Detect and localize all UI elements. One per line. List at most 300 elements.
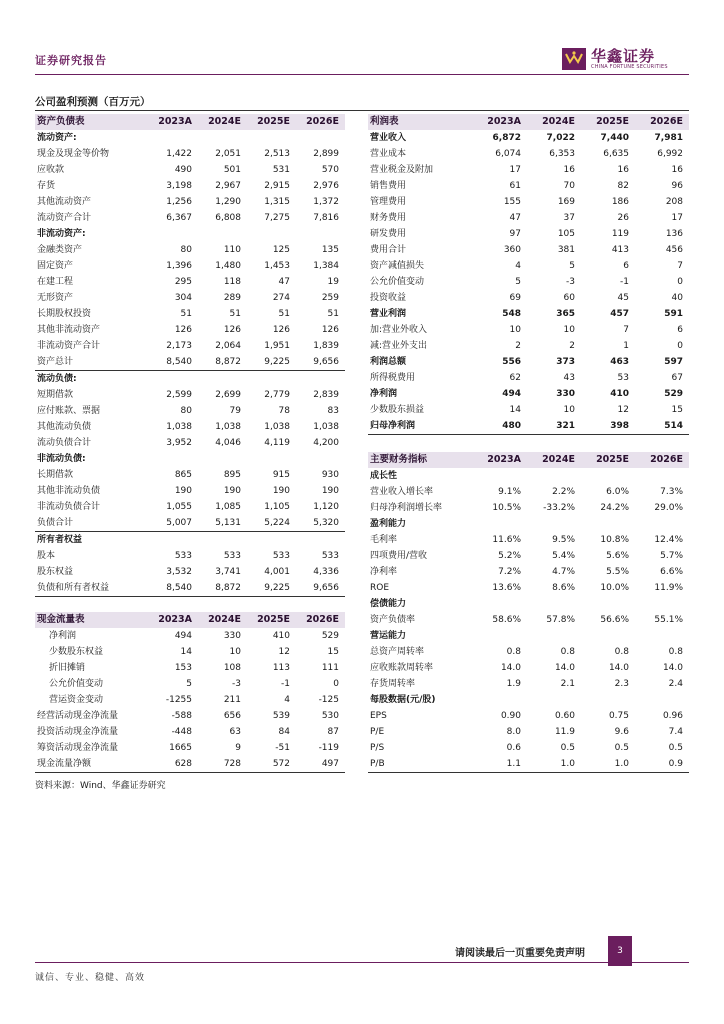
- row-value: 0.60: [554, 711, 575, 721]
- row-value: 572: [247, 756, 296, 773]
- row-label: 毛利率: [370, 535, 398, 545]
- row-value: 895: [223, 470, 241, 480]
- table-row: [368, 644, 689, 660]
- row-value: 211: [223, 695, 241, 705]
- row-value: 37: [563, 213, 575, 223]
- row-value: 10.5%: [492, 503, 521, 513]
- row-value: 1,120: [313, 502, 339, 512]
- row-value: 10.8%: [600, 535, 629, 545]
- row-value: 58.6%: [492, 615, 521, 625]
- row-value: 7,275: [264, 213, 290, 223]
- row-label: 营业利润: [370, 309, 407, 319]
- row-value: [198, 532, 247, 549]
- row-value: 5,320: [296, 515, 345, 532]
- table-row: [368, 628, 689, 644]
- row-value: 533: [223, 551, 241, 561]
- row-value: [581, 628, 635, 644]
- row-value: [527, 596, 581, 612]
- row-label: 股东权益: [37, 567, 74, 577]
- table-row: [35, 660, 345, 676]
- row-value: 7.4: [668, 727, 683, 737]
- row-value: [635, 468, 689, 484]
- row-label: 长期股权投资: [37, 309, 92, 319]
- logo-text: 华鑫证券: [591, 47, 656, 65]
- row-value: 6,353: [549, 149, 575, 159]
- row-value: [247, 226, 296, 242]
- balance-sheet-table: [35, 114, 345, 597]
- row-value: 97: [509, 229, 521, 239]
- header-divider: [35, 74, 689, 75]
- row-value: 4,046: [215, 438, 241, 448]
- row-value: 4,200: [313, 438, 339, 448]
- row-value: 16: [563, 165, 575, 175]
- row-value: 456: [665, 245, 683, 255]
- row-label: 净利润: [370, 389, 398, 399]
- row-value: 53: [617, 373, 629, 383]
- row-value: [581, 692, 635, 708]
- row-value: 9,225: [247, 580, 296, 597]
- row-value: 597: [664, 357, 683, 367]
- row-value: [473, 596, 527, 612]
- row-label: 营业成本: [370, 149, 407, 159]
- row-value: 0.96: [662, 711, 683, 721]
- row-value: 6,367: [166, 213, 192, 223]
- row-value: 1: [623, 341, 629, 351]
- year-header: 2025E: [247, 612, 296, 628]
- row-value: 6,872: [492, 133, 521, 143]
- row-value: [247, 130, 296, 146]
- row-value: 1,480: [215, 261, 241, 271]
- row-value: [149, 371, 198, 388]
- table-row: [35, 354, 345, 371]
- row-value: 51: [327, 309, 339, 319]
- table-row: [35, 258, 345, 274]
- table-row: [35, 210, 345, 226]
- row-label: 其他非流动资产: [37, 325, 101, 335]
- row-label: 现金及现金等价物: [37, 149, 110, 159]
- row-label: 公允价值变动: [49, 679, 104, 689]
- row-value: 533: [174, 551, 192, 561]
- row-value: 2,899: [313, 149, 339, 159]
- row-value: 490: [174, 165, 192, 175]
- table-row: [368, 708, 689, 724]
- row-value: 0.5: [560, 743, 575, 753]
- row-value: -588: [171, 711, 192, 721]
- row-value: 6,808: [215, 213, 241, 223]
- row-value: 3,198: [166, 181, 192, 191]
- row-value: [473, 692, 527, 708]
- table-row: [35, 274, 345, 290]
- row-value: 410: [272, 631, 290, 641]
- row-value: 6,635: [603, 149, 629, 159]
- row-value: -119: [318, 743, 339, 753]
- row-value: 2,915: [264, 181, 290, 191]
- row-label: 加:营业外收入: [370, 325, 428, 335]
- row-label: 投资活动现金净流量: [37, 727, 119, 737]
- row-value: 533: [272, 551, 290, 561]
- row-label: 管理费用: [370, 197, 407, 207]
- row-value: 8.0: [506, 727, 521, 737]
- year-header: 2023A: [473, 452, 527, 468]
- row-value: 457: [610, 309, 629, 319]
- row-value: [296, 226, 345, 242]
- row-value: 274: [272, 293, 290, 303]
- row-label: 归母净利润: [368, 418, 473, 435]
- table-row: [35, 483, 345, 499]
- row-value: 113: [272, 663, 290, 673]
- row-value: 9.6: [614, 727, 629, 737]
- row-value: 2.2%: [552, 487, 575, 497]
- table-row: [35, 644, 345, 660]
- row-value: 78: [278, 406, 290, 416]
- row-value: [635, 692, 689, 708]
- table-row: [368, 564, 689, 580]
- row-value: 14.0: [554, 663, 575, 673]
- table-row: [35, 322, 345, 338]
- row-value: [198, 451, 247, 467]
- row-value: 5,007: [149, 515, 198, 532]
- row-value: 6.6%: [660, 567, 683, 577]
- row-value: 398: [581, 418, 635, 435]
- footer-divider: [35, 962, 689, 963]
- row-value: 7,981: [654, 133, 683, 143]
- row-value: 12: [617, 405, 629, 415]
- row-label: 营运能力: [370, 631, 407, 641]
- row-value: 4: [284, 695, 290, 705]
- row-value: 8,540: [149, 354, 198, 371]
- row-value: 13.6%: [492, 583, 521, 593]
- row-value: 321: [527, 418, 581, 435]
- row-label: 非流动负债:: [37, 454, 86, 464]
- table-row: [35, 338, 345, 354]
- row-value: 0.8: [506, 647, 521, 657]
- row-value: [149, 226, 198, 242]
- row-value: 4,336: [313, 567, 339, 577]
- row-label: 负债和所有者权益: [35, 580, 149, 597]
- table-row: [368, 322, 689, 338]
- row-value: [149, 130, 198, 146]
- table-row: [368, 532, 689, 548]
- table-header-row: [368, 452, 689, 468]
- row-value: 6.0%: [606, 487, 629, 497]
- year-header: 2025E: [247, 114, 296, 130]
- table-row: [368, 146, 689, 162]
- row-value: 5: [569, 261, 575, 271]
- row-value: 2,839: [313, 390, 339, 400]
- row-label: 净利率: [370, 567, 398, 577]
- row-value: 1,453: [264, 261, 290, 271]
- row-value: -3: [566, 277, 575, 287]
- row-value: 56.6%: [600, 615, 629, 625]
- row-value: 2,051: [215, 149, 241, 159]
- row-label: 少数股东损益: [370, 405, 425, 415]
- row-label: 流动负债:: [37, 374, 77, 384]
- row-value: 289: [223, 293, 241, 303]
- row-value: [149, 532, 198, 549]
- table-title: 资产负债表: [35, 114, 149, 130]
- row-value: 6,992: [657, 149, 683, 159]
- row-value: 126: [321, 325, 339, 335]
- table-row: [368, 740, 689, 756]
- row-value: 61: [509, 181, 521, 191]
- row-value: 1,085: [215, 502, 241, 512]
- row-value: 514: [635, 418, 689, 435]
- row-label: 其他非流动负债: [37, 486, 101, 496]
- table-row: [368, 418, 689, 435]
- row-value: 110: [223, 245, 241, 255]
- table-row: [35, 242, 345, 258]
- table-row: [35, 194, 345, 210]
- row-value: 135: [321, 245, 339, 255]
- row-value: 29.0%: [654, 503, 683, 513]
- row-label: 流动资产合计: [37, 213, 92, 223]
- row-value: 9: [235, 743, 241, 753]
- row-value: 5: [186, 679, 192, 689]
- row-label: 研发费用: [370, 229, 407, 239]
- table-header-row: [368, 114, 689, 130]
- row-value: 3,741: [215, 567, 241, 577]
- row-value: 413: [611, 245, 629, 255]
- row-value: 360: [503, 245, 521, 255]
- row-value: 556: [502, 357, 521, 367]
- row-value: -1: [281, 679, 290, 689]
- table-row: [35, 708, 345, 724]
- row-value: [198, 226, 247, 242]
- row-value: 5.4%: [552, 551, 575, 561]
- row-value: [581, 596, 635, 612]
- row-label: EPS: [370, 711, 387, 721]
- table-row: [368, 354, 689, 370]
- row-value: 12: [278, 647, 290, 657]
- section-divider: [35, 110, 689, 111]
- table-row: [368, 402, 689, 418]
- row-label: 营业收入: [370, 133, 407, 143]
- row-value: 16: [617, 165, 629, 175]
- row-value: 15: [671, 405, 683, 415]
- table-row: [368, 756, 689, 773]
- row-value: -1255: [165, 695, 192, 705]
- table-row: [368, 612, 689, 628]
- row-label: 资产总计: [35, 354, 149, 371]
- table-row: [35, 499, 345, 515]
- row-value: 80: [180, 245, 192, 255]
- year-header: 2026E: [635, 114, 689, 130]
- company-logo: [562, 45, 692, 73]
- logo-mark-icon: [562, 48, 586, 70]
- row-value: [296, 532, 345, 549]
- row-value: 57.8%: [546, 615, 575, 625]
- row-value: [473, 628, 527, 644]
- row-value: [198, 371, 247, 388]
- table-row: [35, 371, 345, 388]
- row-value: 45: [617, 293, 629, 303]
- row-label: 短期借款: [37, 390, 74, 400]
- row-value: -51: [275, 743, 290, 753]
- row-value: 373: [556, 357, 575, 367]
- table-row: [368, 338, 689, 354]
- row-value: 14.0: [500, 663, 521, 673]
- row-value: 1,951: [264, 341, 290, 351]
- year-header: 2026E: [296, 114, 345, 130]
- row-label: 流动负债合计: [37, 438, 92, 448]
- table-row: [35, 403, 345, 419]
- row-value: 1,372: [313, 197, 339, 207]
- row-value: [198, 130, 247, 146]
- row-label: 折旧摊销: [49, 663, 86, 673]
- row-value: 4.7%: [552, 567, 575, 577]
- row-value: 1.0: [527, 756, 581, 773]
- disclaimer-link[interactable]: 请阅读最后一页重要免责声明: [455, 948, 585, 959]
- table-row: [368, 306, 689, 322]
- row-value: 10: [229, 647, 241, 657]
- row-value: 5.6%: [606, 551, 629, 561]
- row-label: 四项费用/营收: [370, 551, 428, 561]
- table-row: [368, 692, 689, 708]
- table-row: [368, 370, 689, 386]
- row-value: 70: [563, 181, 575, 191]
- row-value: [296, 130, 345, 146]
- row-value: 7.2%: [498, 567, 521, 577]
- row-value: 119: [611, 229, 629, 239]
- row-value: 1,055: [166, 502, 192, 512]
- row-value: 7.3%: [660, 487, 683, 497]
- row-label: P/E: [370, 727, 385, 737]
- table-row: [35, 676, 345, 692]
- row-value: 4,119: [264, 438, 290, 448]
- row-value: 126: [272, 325, 290, 335]
- row-label: 固定资产: [37, 261, 74, 271]
- table-row: [368, 484, 689, 500]
- row-value: 60: [563, 293, 575, 303]
- row-value: 0.8: [560, 647, 575, 657]
- row-value: 5,131: [198, 515, 247, 532]
- row-value: 3,952: [166, 438, 192, 448]
- row-value: 11.6%: [492, 535, 521, 545]
- row-value: 2,599: [166, 390, 192, 400]
- section-title: 公司盈利预测（百万元）: [35, 96, 151, 108]
- row-label: 净利润: [49, 631, 77, 641]
- year-header: 2023A: [149, 114, 198, 130]
- row-value: 10: [563, 325, 575, 335]
- year-header: 2026E: [635, 452, 689, 468]
- row-label: 少数股东权益: [49, 647, 104, 657]
- table-row: [368, 210, 689, 226]
- row-value: 190: [223, 486, 241, 496]
- row-value: 9.5%: [552, 535, 575, 545]
- row-value: 10: [563, 405, 575, 415]
- row-value: 5.2%: [498, 551, 521, 561]
- table-title: 利润表: [368, 114, 473, 130]
- row-label: 所得税费用: [370, 373, 416, 383]
- row-value: -33.2%: [543, 503, 575, 513]
- table-row: [35, 435, 345, 451]
- row-value: -3: [232, 679, 241, 689]
- row-value: 10: [509, 325, 521, 335]
- row-value: 8,872: [198, 580, 247, 597]
- key-indicators-table: [368, 452, 689, 773]
- row-value: 1,384: [313, 261, 339, 271]
- year-header: 2023A: [473, 114, 527, 130]
- row-value: 0.6: [506, 743, 521, 753]
- row-value: 1,396: [166, 261, 192, 271]
- row-value: 656: [223, 711, 241, 721]
- row-value: 14: [180, 647, 192, 657]
- row-value: 7: [677, 261, 683, 271]
- row-value: 4,001: [264, 567, 290, 577]
- row-value: 0.5: [668, 743, 683, 753]
- row-label: 存货周转率: [370, 679, 416, 689]
- row-value: 1,839: [313, 341, 339, 351]
- row-value: [247, 371, 296, 388]
- row-value: 2,976: [313, 181, 339, 191]
- row-value: 2,967: [215, 181, 241, 191]
- row-label: 流动资产:: [37, 133, 77, 143]
- table-row: [368, 162, 689, 178]
- row-value: 1,290: [215, 197, 241, 207]
- table-row: [35, 226, 345, 242]
- row-value: [635, 516, 689, 532]
- row-value: 208: [665, 197, 683, 207]
- row-value: 304: [174, 293, 192, 303]
- row-value: 9,656: [296, 354, 345, 371]
- row-value: 2: [515, 341, 521, 351]
- row-label: 每股数据(元/股): [370, 695, 436, 705]
- row-label: 非流动资产合计: [37, 341, 101, 351]
- row-value: 0.90: [500, 711, 521, 721]
- table-row: [35, 564, 345, 580]
- row-value: 9,656: [296, 580, 345, 597]
- row-value: 63: [229, 727, 241, 737]
- row-value: 24.2%: [600, 503, 629, 513]
- row-value: 410: [610, 389, 629, 399]
- row-value: 0: [677, 341, 683, 351]
- row-label: 存货: [37, 181, 56, 191]
- table-row: [35, 724, 345, 740]
- row-value: 628: [149, 756, 198, 773]
- row-value: 8,540: [149, 580, 198, 597]
- row-value: 5.5%: [606, 567, 629, 577]
- row-value: 19: [327, 277, 339, 287]
- table-row: [35, 548, 345, 564]
- row-label: 筹资活动现金净流量: [37, 743, 119, 753]
- table-row: [368, 500, 689, 516]
- row-label: 成长性: [370, 471, 398, 481]
- row-value: 47: [509, 213, 521, 223]
- row-value: 497: [296, 756, 345, 773]
- table-row: [35, 178, 345, 194]
- row-value: 87: [327, 727, 339, 737]
- report-type-label: 证券研究报告: [35, 54, 107, 67]
- table-row: [368, 724, 689, 740]
- row-value: [527, 692, 581, 708]
- row-value: 69: [509, 293, 521, 303]
- row-label: 现金流量净额: [35, 756, 149, 773]
- row-value: 14.0: [662, 663, 683, 673]
- row-value: 55.1%: [654, 615, 683, 625]
- row-value: 186: [611, 197, 629, 207]
- row-value: 43: [563, 373, 575, 383]
- table-row: [368, 386, 689, 402]
- row-label: 长期借款: [37, 470, 74, 480]
- row-value: 8,872: [198, 354, 247, 371]
- row-value: 84: [278, 727, 290, 737]
- table-row: [368, 580, 689, 596]
- table-row: [35, 290, 345, 306]
- row-value: 365: [556, 309, 575, 319]
- row-value: 16: [671, 165, 683, 175]
- row-value: 126: [223, 325, 241, 335]
- table-row: [368, 596, 689, 612]
